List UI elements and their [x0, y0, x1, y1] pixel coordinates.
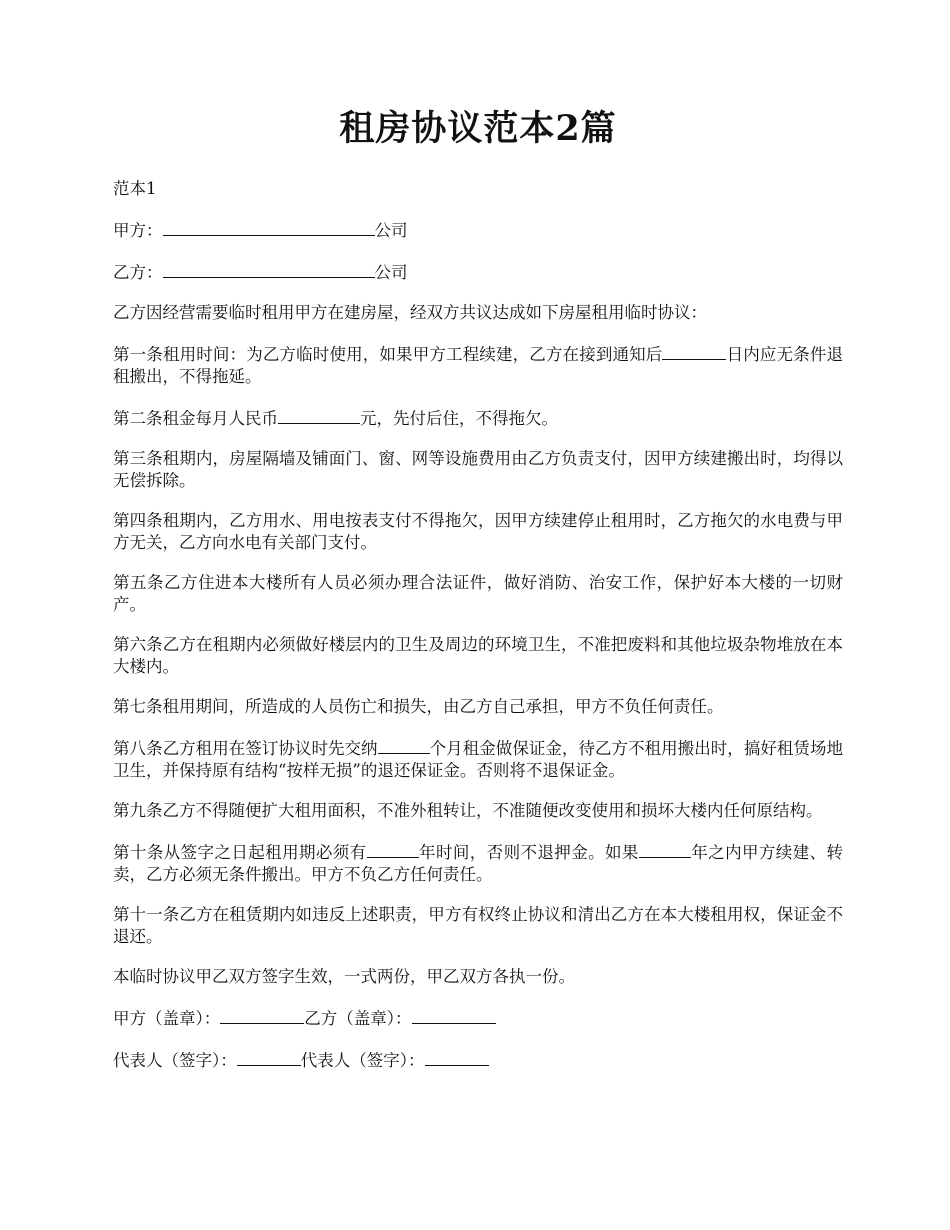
sign-a-blank	[237, 1048, 301, 1066]
closing-paragraph: 本临时协议甲乙双方签字生效，一式两份，甲乙双方各执一份。	[113, 967, 575, 986]
seal-line	[113, 1006, 843, 1030]
seal-b-blank	[412, 1006, 496, 1024]
party-a-prefix: 甲方：	[113, 221, 163, 240]
clause-1-text-b: 日内应无条件退租搬出，不得拖延。	[113, 345, 844, 386]
clause-10-blank-1	[367, 840, 419, 858]
clause-4: 第四条租期内，乙方用水、用电按表支付不得拖欠，因甲方续建停止租用时，乙方拖欠的水电费与甲方无关，乙方向水电有关部门支付。	[113, 511, 843, 552]
clause-10-text-b: 年时间，否则不退押金。如果	[418, 843, 639, 862]
clause-10	[113, 840, 843, 886]
clause-8-text-a: 第八条乙方租用在签订协议时先交纳	[113, 739, 378, 758]
sign-b-blank	[425, 1048, 489, 1066]
clause-5: 第五条乙方住进本大楼所有人员必须办理合法证件，做好消防、治安工作，保护好本大楼的一切财产。	[113, 573, 843, 614]
party-a-blank	[163, 218, 375, 236]
clause-2-text-a: 第二条租金每月人民币	[113, 409, 278, 428]
party-b-prefix: 乙方：	[113, 263, 163, 282]
seal-b-label: 乙方（盖章）：	[304, 1009, 412, 1028]
clause-1	[113, 342, 843, 388]
clause-2	[113, 406, 843, 430]
party-b-blank	[163, 260, 375, 278]
clause-8-text-b: 个月租金做保证金，待乙方不租用搬出时，搞好租赁场地卫生，并保持原有结构“按样无损”的退还保证金。否则将不退保证金。	[113, 739, 844, 780]
sign-b-label: 代表人（签字）：	[300, 1051, 425, 1070]
clause-10-text-c: 年之内甲方续建、转卖，乙方必须无条件搬出。甲方不负乙方任何责任。	[113, 843, 844, 884]
document-title: 租房协议范本2篇	[339, 108, 617, 149]
clause-10-blank-2	[639, 840, 691, 858]
document-page	[113, 108, 843, 1090]
clause-1-text-a: 第一条租用时间：为乙方临时使用，如果甲方工程续建，乙方在接到通知后	[113, 345, 663, 364]
clause-2-text-b: 元，先付后住，不得拖欠。	[360, 409, 558, 428]
clause-8	[113, 736, 843, 782]
party-b-suffix: 公司	[374, 263, 408, 282]
party-b-line	[113, 260, 843, 284]
clause-6: 第六条乙方在租期内必须做好楼层内的卫生及周边的环境卫生，不准把废料和其他垃圾杂物堆放在本大楼内。	[113, 635, 843, 676]
clause-1-blank	[662, 342, 726, 360]
intro-paragraph: 乙方因经营需要临时租用甲方在建房屋，经双方共议达成如下房屋租用临时协议：	[113, 303, 707, 322]
clause-11: 第十一条乙方在租赁期内如违反上述职责，甲方有权终止协议和清出乙方在本大楼租用权，保证金不退还。	[113, 905, 843, 946]
section-label: 范本1	[113, 179, 157, 198]
sign-line	[113, 1048, 843, 1072]
party-a-suffix: 公司	[374, 221, 408, 240]
clause-3: 第三条租期内，房屋隔墙及铺面门、窗、网等设施费用由乙方负责支付，因甲方续建搬出时，均得以无偿拆除。	[113, 449, 843, 490]
seal-a-label: 甲方（盖章）：	[113, 1009, 221, 1028]
seal-a-blank	[220, 1006, 304, 1024]
clause-8-blank	[378, 736, 430, 754]
clause-2-blank	[278, 406, 360, 424]
clause-10-text-a: 第十条从签字之日起租用期必须有	[113, 843, 367, 862]
clause-9: 第九条乙方不得随便扩大租用面积，不准外租转让，不准随便改变使用和损坏大楼内任何原结构。	[113, 801, 823, 820]
clause-7: 第七条租用期间，所造成的人员伤亡和损失，由乙方自己承担，甲方不负任何责任。	[113, 697, 724, 716]
sign-a-label: 代表人（签字）：	[113, 1051, 237, 1070]
party-a-line	[113, 218, 843, 242]
